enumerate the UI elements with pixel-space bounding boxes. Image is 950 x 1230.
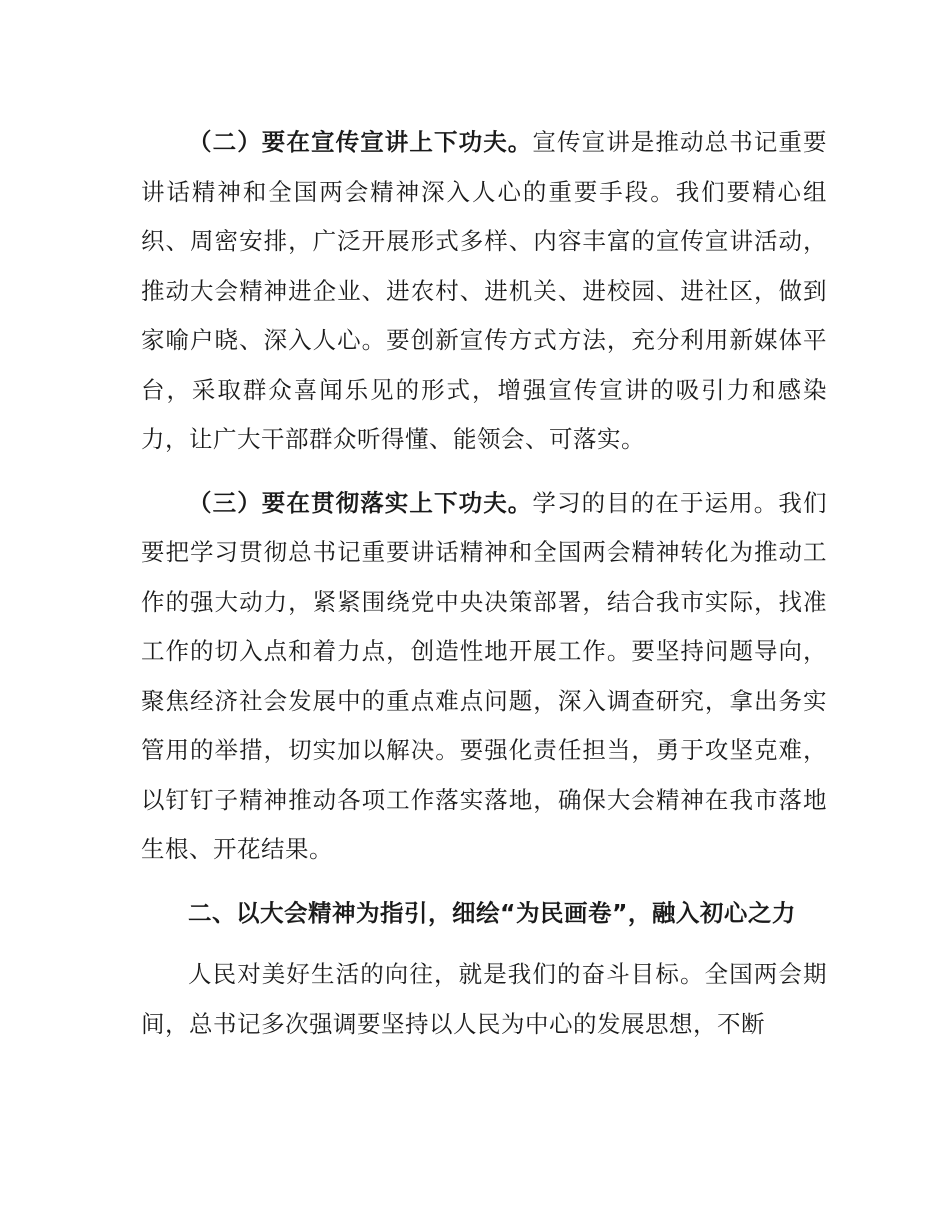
paragraph-implementation [141,479,827,875]
paragraph-lead-publicity: （二）要在宣传宣讲上下功夫。 [188,128,533,156]
document-body [141,118,827,1063]
section-heading: 二、以大会精神为指引，细绘“为民画卷”，融入初心之力 [188,898,796,927]
paragraph-text-publicity: 宣传宣讲是推动总书记重要讲话精神和全国两会精神深入人心的重要手段。我们要精心组织、周密安排，广泛开展形式多样、内容丰富的宣传宣讲活动，推动大会精神进企业、进农村、进机关、进校园、进社区，做到家喻户晓、深入人心。要创新宣传方式方法，充分利用新媒体平台，采取群众喜闻乐见的形式，增强宣传宣讲的吸引力和感染力，让广大干部群众听得懂、能领会、可落实。 [141,128,828,453]
paragraph-lead-implementation: （三）要在贯彻落实上下功夫。 [188,488,533,517]
paragraph-text-implementation: 学习的目的在于运用。我们要把学习贯彻总书记重要讲话精神和全国两会精神转化为推动工作的强大动力，紧紧围绕党中央决策部署，结合我市实际，找准工作的切入点和着力点，创造性地开展工作。要坚持问题导向，聚焦经济社会发展中的重点难点问题，深入调查研究，拿出务实管用的举措，切实加以解决。要强化责任担当，勇于攻坚克难，以钉钉子精神推动各项工作落实落地，确保大会精神在我市落地生根、开花结果。 [141,488,828,863]
paragraph-closing: 人民对美好生活的向往，就是我们的奋斗目标。全国两会期间，总书记多次强调要坚持以人民为中心的发展思想，不断 [141,960,827,1038]
paragraph-publicity [141,118,827,465]
